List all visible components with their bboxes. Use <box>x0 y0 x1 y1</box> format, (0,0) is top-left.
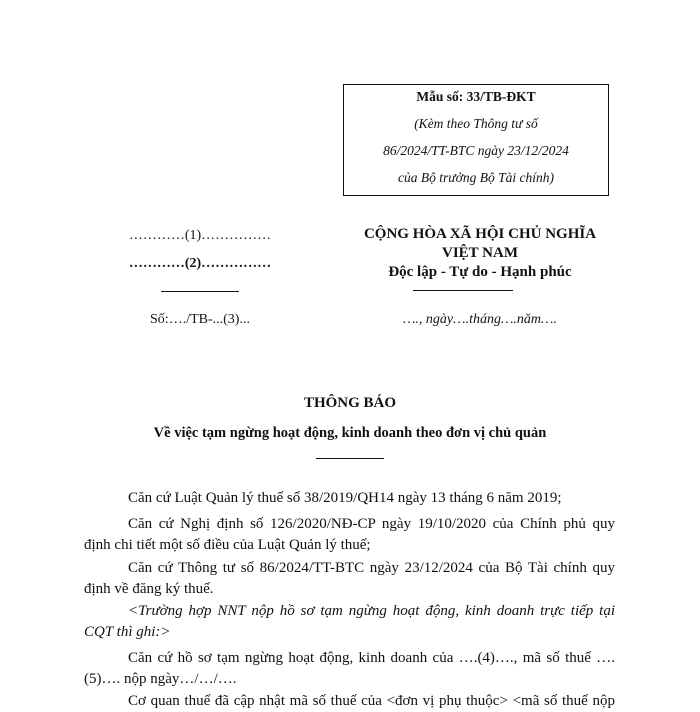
issue-date: …., ngày….tháng….năm…. <box>402 312 557 327</box>
form-note-line3: của Bộ trưởng Bộ Tài chính) <box>398 170 554 185</box>
paragraph-2-line2: định chi tiết một số điều của Luật Quản lý thuế; <box>84 537 371 553</box>
agency-line-1: …………(1)…………… <box>128 228 272 243</box>
document-subtitle: Về việc tạm ngừng hoạt động, kinh doanh theo đơn vị chủ quản <box>153 425 547 441</box>
form-number: Mẫu số: 33/TB-ĐKT <box>416 89 536 104</box>
paragraph-5-line2: (5)…. nộp ngày…/…/…. <box>84 671 237 687</box>
body-paragraph-6 <box>84 691 615 712</box>
paragraph-2-line1: Căn cứ Nghị định số 126/2020/NĐ-CP ngày 19/10/2020 của Chính phủ quy <box>128 516 615 532</box>
body-paragraph-5 <box>84 648 615 690</box>
body-paragraph-4 <box>84 601 615 643</box>
paragraph-5-line1: Căn cứ hồ sơ tạm ngừng hoạt động, kinh doanh của ….(4)…., mã số thuế …. <box>128 650 615 666</box>
nation-name-line2: VIỆT NAM <box>442 245 518 261</box>
form-number-box <box>343 84 609 196</box>
body-paragraph-2 <box>84 514 615 556</box>
document-title: THÔNG BÁO <box>303 395 397 411</box>
form-note-line2: 86/2024/TT-BTC ngày 23/12/2024 <box>383 143 569 158</box>
paragraph-4-line2: CQT thì ghi:> <box>84 624 171 640</box>
left-header-divider <box>161 291 239 292</box>
paragraph-3-line1: Căn cứ Thông tư số 86/2024/TT-BTC ngày 23/12/2024 của Bộ Tài chính quy <box>128 560 615 576</box>
paragraph-6-line1: Cơ quan thuế đã cập nhật mã số thuế của <đơn vị phụ thuộc> <mã số thuế nộp <box>128 693 615 709</box>
form-note-line1: (Kèm theo Thông tư số <box>414 116 538 131</box>
paragraph-3-line2: định về đăng ký thuế. <box>84 581 214 597</box>
national-motto: Độc lập - Tự do - Hạnh phúc <box>388 264 572 280</box>
right-header-divider <box>413 290 513 291</box>
paragraph-1-text: Căn cứ Luật Quản lý thuế số 38/2019/QH14 ngày 13 tháng 6 năm 2019; <box>128 490 562 506</box>
body-paragraph-3 <box>84 558 615 600</box>
body-paragraph-1 <box>84 488 615 509</box>
title-divider <box>316 458 384 459</box>
nation-name-line1: CỘNG HÒA XÃ HỘI CHỦ NGHĨA <box>363 226 597 242</box>
agency-line-2: …………(2)…………… <box>128 256 272 271</box>
paragraph-4-line1: <Trường hợp NNT nộp hồ sơ tạm ngừng hoạt động, kinh doanh trực tiếp tại <box>128 603 615 619</box>
document-number: Số:…./TB-...(3)... <box>150 312 250 327</box>
